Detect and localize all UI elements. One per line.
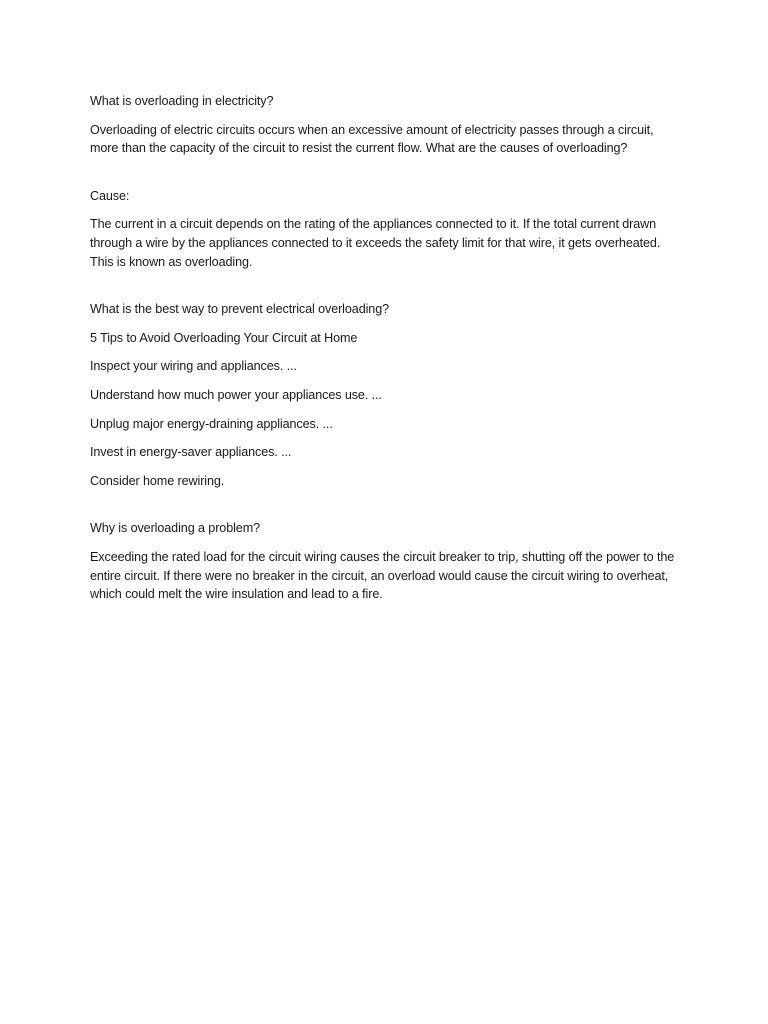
tip-item: Invest in energy-saver appliances. ...	[90, 445, 292, 460]
tip-item: Unplug major energy-draining appliances. ...	[90, 416, 333, 431]
cause-heading: Cause:	[90, 188, 130, 203]
question-heading: What is the best way to prevent electrical overloading?	[90, 302, 390, 317]
tips-heading: 5 Tips to Avoid Overloading Your Circuit at Home	[90, 330, 358, 345]
paragraph: Exceeding the rated load for the circuit wiring causes the circuit breaker to trip, shutting off the power to the entire circuit. If there were no breaker in the circuit, an overload would cause the circuit wiring to overheat, which could melt the wire insulation and lead to a fire.	[90, 549, 675, 602]
question-heading: Why is overloading a problem?	[90, 521, 260, 536]
question-heading: What is overloading in electricity?	[90, 94, 274, 108]
tip-item: Inspect your wiring and appliances. ...	[90, 359, 297, 374]
paragraph: Overloading of electric circuits occurs when an excessive amount of electricity passes through a circuit, more than the capacity of the circuit to resist the current flow. What are the causes of overloading?	[90, 122, 654, 156]
paragraph: The current in a circuit depends on the rating of the appliances connected to it. If the total current drawn through a wire by the appliances connected to it exceeds the safety limit for that wire, it gets overheated. This is known as overloading.	[90, 217, 661, 269]
tip-item: Consider home rewiring.	[90, 473, 225, 488]
tip-item: Understand how much power your appliances use. ...	[90, 387, 382, 402]
document-body	[90, 92, 682, 604]
